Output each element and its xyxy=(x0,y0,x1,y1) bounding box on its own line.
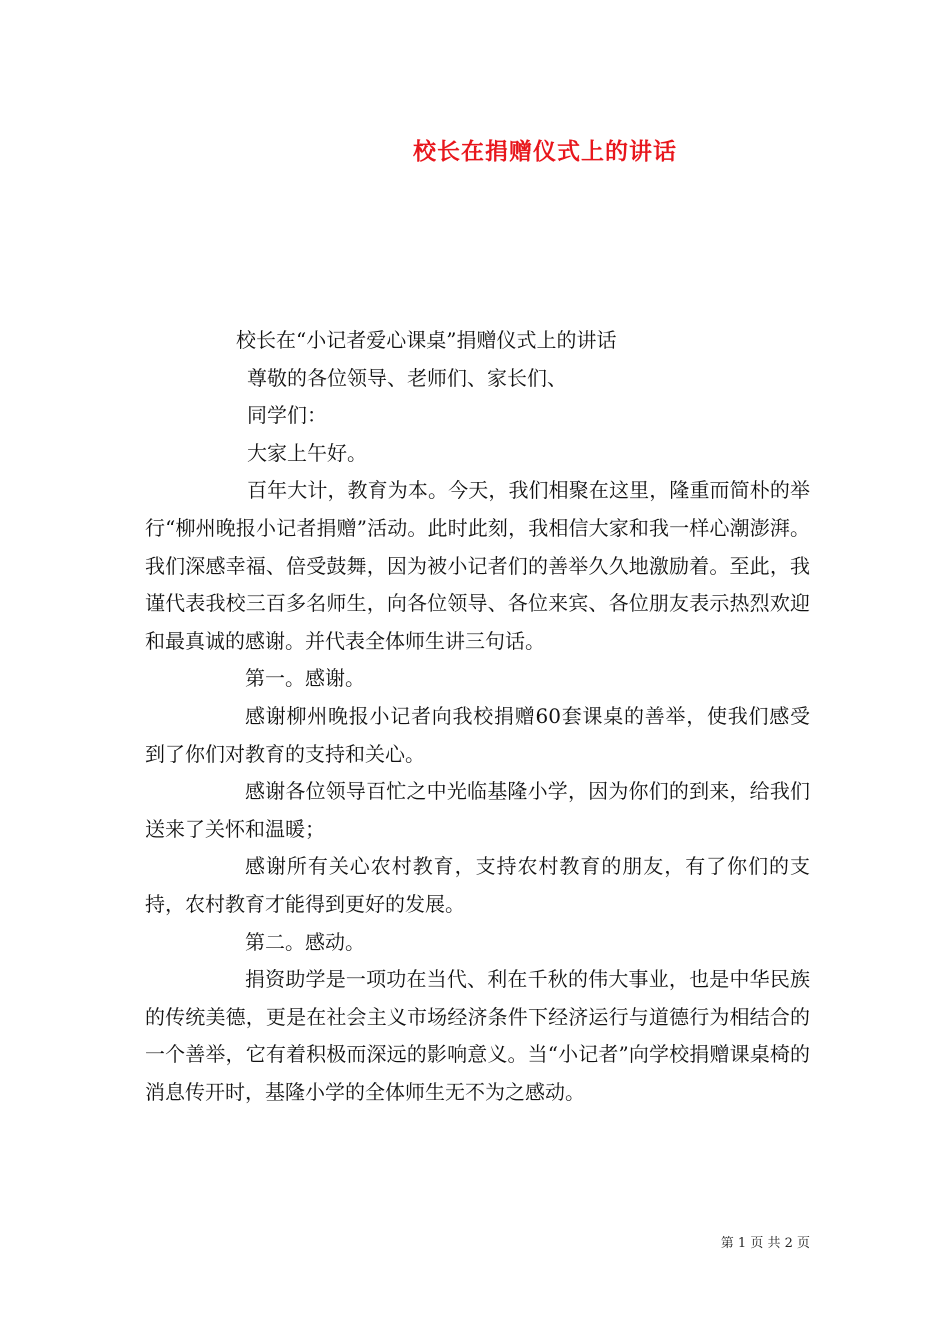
document-body xyxy=(145,322,810,1111)
thanks-paragraph-1: 感谢柳州晚报小记者向我校捐赠60套课桌的善举，使我们感受到了你们对教育的支持和关心。 xyxy=(145,703,810,766)
thanks-paragraph-3: 感谢所有关心农村教育，支持农村教育的朋友，有了你们的支持，农村教育才能得到更好的发展。 xyxy=(145,854,810,916)
document-title: 校长在捐赠仪式上的讲话 xyxy=(413,138,677,165)
salutation-line-1: 尊敬的各位领导、老师们、家长们、 xyxy=(247,365,567,390)
speech-subtitle: 校长在“小记者爱心课桌”捐赠仪式上的讲话 xyxy=(236,328,617,352)
salutation-line-2: 同学们： xyxy=(247,403,327,428)
opening-paragraph: 百年大计，教育为本。今天，我们相聚在这里，隆重而简朴的举行“柳州晚报小记者捐赠”活动。此时此刻，我相信大家和我一样心潮澎湃。我们深感幸福、倍受鼓舞，因为被小记者们的善举久久地激励着。至此，我谨代表我校三百多名师生，向各位领导、各位来宾、各位朋友表示热烈欢迎和最真诚的感谢。并代表全体师生讲三句话。 xyxy=(145,478,810,653)
page-number-footer: 第 1 页 共 2 页 xyxy=(720,1236,810,1251)
section-heading-second: 第二。感动。 xyxy=(245,929,365,954)
greeting-paragraph: 大家上午好。 xyxy=(247,440,367,465)
thanks-paragraph-2: 感谢各位领导百忙之中光临基隆小学，因为你们的到来，给我们送来了关怀和温暖； xyxy=(145,779,810,841)
moved-paragraph: 捐资助学是一项功在当代、利在千秋的伟大事业，也是中华民族的传统美德，更是在社会主义市场经济条件下经济运行与道德行为相结合的一个善举，它有着积极而深远的影响意义。当“小记者”向学校捐赠课桌椅的消息传开时，基隆小学的全体师生无不为之感动。 xyxy=(145,967,810,1104)
section-heading-first: 第一。感谢。 xyxy=(245,666,365,691)
